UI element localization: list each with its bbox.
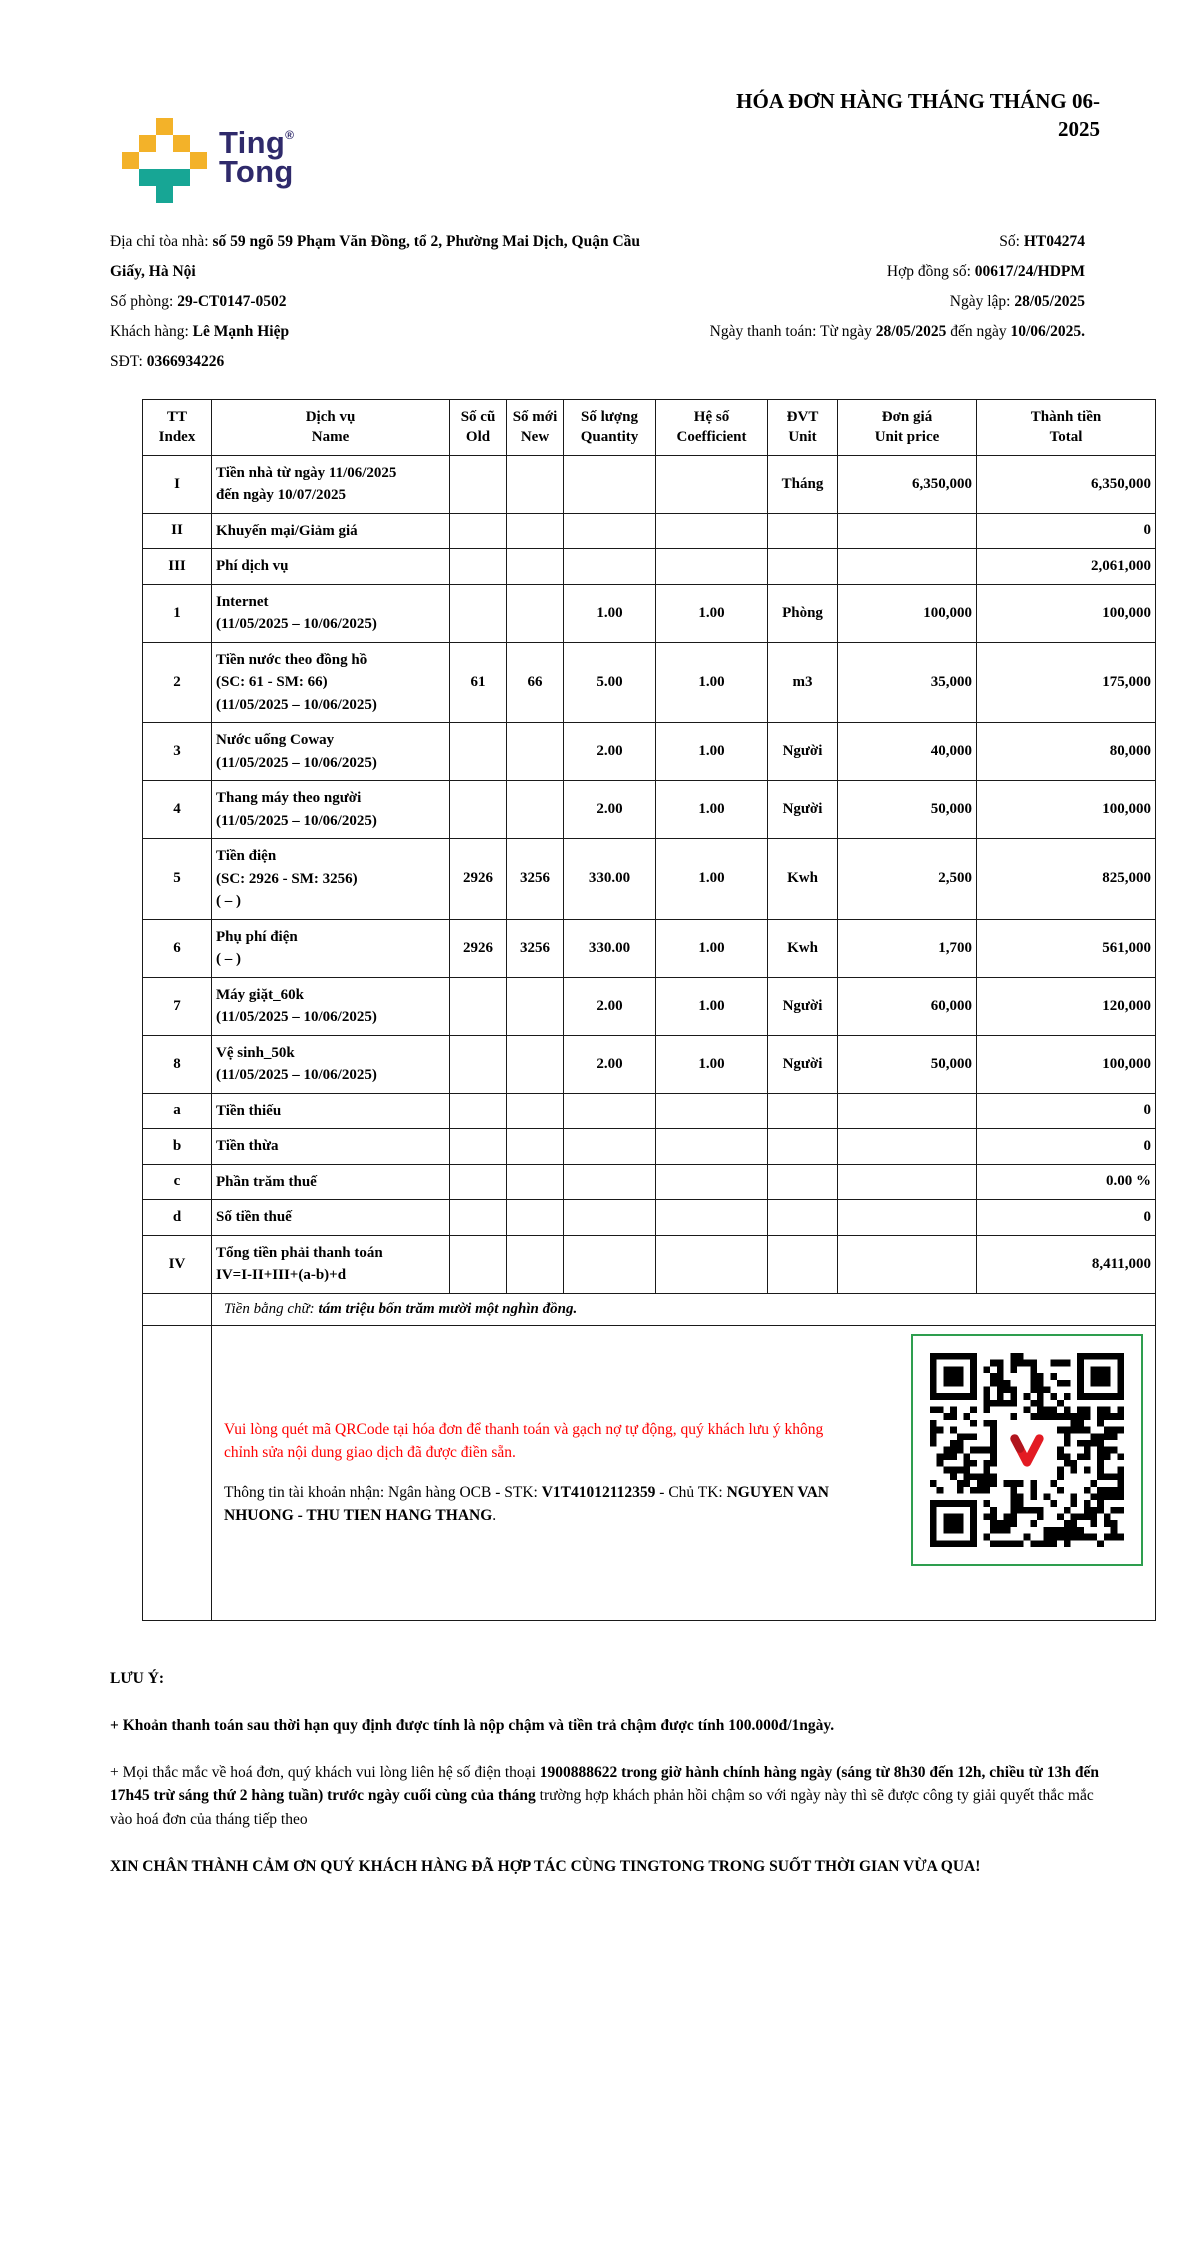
cell-old-reading (450, 1164, 507, 1200)
late-payment-note: + Khoản thanh toán sau thời hạn quy định được tính là nộp chậm và tiền trả chậm được tính 100.000đ/1ngày. (110, 1716, 835, 1734)
cell-quantity (564, 1200, 656, 1236)
table-row (143, 455, 1156, 513)
cell-new-reading (507, 1200, 564, 1236)
cell-total: 0 (977, 1129, 1156, 1165)
cell-service-name: Số tiền thuế (212, 1200, 450, 1236)
cell-unit: m3 (768, 642, 838, 723)
invoice-header (110, 88, 1155, 203)
building-address: Địa chỉ tòa nhà: số 59 ngõ 59 Phạm Văn Đồng, tổ 2, Phường Mai Dịch, Quận Cầu Giấy, Hà Nội (110, 233, 641, 280)
table-row (143, 1164, 1156, 1200)
cell-old-reading: 2926 (450, 919, 507, 977)
table-row (143, 1093, 1156, 1129)
cell-index: II (143, 513, 212, 549)
amount-in-words: Tiền bằng chữ: tám triệu bốn trăm mười một nghìn đồng. (212, 1293, 1156, 1325)
cell-total: 100,000 (977, 584, 1156, 642)
col-header-unit-price: Đơn giá Unit price (838, 400, 977, 456)
cell-service-name: Tiền điện (SC: 2926 - SM: 3256) ( – ) (212, 839, 450, 920)
cell-quantity: 2.00 (564, 1035, 656, 1093)
cell-unit-price (838, 513, 977, 549)
invoice-title-line2: 2025 (1058, 116, 1100, 141)
cell-unit (768, 1164, 838, 1200)
logo-word-tong: Tong (219, 154, 294, 190)
cell-quantity: 1.00 (564, 584, 656, 642)
table-row (143, 977, 1156, 1035)
cell-new-reading (507, 549, 564, 585)
table-row (143, 1200, 1156, 1236)
table-row (143, 1129, 1156, 1165)
cell-coefficient (656, 455, 768, 513)
cell-index: a (143, 1093, 212, 1129)
invoice-title (736, 88, 1100, 143)
tingtong-logo (122, 118, 294, 203)
cell-new-reading (507, 977, 564, 1035)
cell-index: b (143, 1129, 212, 1165)
cell-old-reading (450, 1035, 507, 1093)
table-row (143, 723, 1156, 781)
cell-service-name: Phụ phí điện ( – ) (212, 919, 450, 977)
cell-unit-price: 2,500 (838, 839, 977, 920)
col-header-new: Số mới New (507, 400, 564, 456)
cell-coefficient (656, 1200, 768, 1236)
table-row (143, 1035, 1156, 1093)
cell-unit: Người (768, 723, 838, 781)
cell-index: 6 (143, 919, 212, 977)
table-header-row (143, 400, 1156, 456)
cell-service-name: Tiền nhà từ ngày 11/06/2025 đến ngày 10/07/2025 (212, 455, 450, 513)
cell-unit: Kwh (768, 839, 838, 920)
cell-old-reading (450, 977, 507, 1035)
cell-unit (768, 513, 838, 549)
cell-index: 8 (143, 1035, 212, 1093)
cell-old-reading (450, 584, 507, 642)
table-row (143, 919, 1156, 977)
cell-index: I (143, 455, 212, 513)
cell-index: 3 (143, 723, 212, 781)
cell-quantity (564, 1129, 656, 1165)
cell-unit-price: 50,000 (838, 1035, 977, 1093)
cell-quantity (564, 1164, 656, 1200)
cell-index: c (143, 1164, 212, 1200)
table-row (143, 584, 1156, 642)
cell-index: 2 (143, 642, 212, 723)
qr-center-v-logo-icon (1000, 1423, 1054, 1477)
tingtong-logo-mark (122, 118, 207, 203)
customer-phone: SĐT: 0366934226 (110, 353, 225, 370)
cell-index: 7 (143, 977, 212, 1035)
invoice-meta (110, 227, 1155, 377)
cell-total: 0 (977, 1200, 1156, 1236)
cell-old-reading: 2926 (450, 839, 507, 920)
cell-new-reading (507, 781, 564, 839)
cell-old-reading (450, 549, 507, 585)
cell-coefficient (656, 1164, 768, 1200)
cell-quantity (564, 513, 656, 549)
cell-unit-price (838, 1164, 977, 1200)
cell-unit-price: 6,350,000 (838, 455, 977, 513)
table-row (143, 781, 1156, 839)
cell-total: 561,000 (977, 919, 1156, 977)
invoice-items-table (142, 399, 1156, 1621)
cell-coefficient (656, 1235, 768, 1293)
cell-unit-price: 50,000 (838, 781, 977, 839)
cell-service-name: Tiền thừa (212, 1129, 450, 1165)
cell-old-reading (450, 723, 507, 781)
col-header-service: Dịch vụ Name (212, 400, 450, 456)
cell-new-reading (507, 455, 564, 513)
contract-number: Hợp đồng số: 00617/24/HDPM (886, 263, 1085, 280)
cell-index: 5 (143, 839, 212, 920)
cell-old-reading (450, 513, 507, 549)
cell-coefficient (656, 1093, 768, 1129)
cell-index: 1 (143, 584, 212, 642)
closing-thanks: XIN CHÂN THÀNH CẢM ƠN QUÝ KHÁCH HÀNG ĐÃ HỢP TÁC CÙNG TINGTONG TRONG SUỐT THỜI GIAN VỪA QUA! (110, 1857, 981, 1875)
tingtong-logo-text (219, 125, 295, 203)
payment-period: Ngày thanh toán: Từ ngày 28/05/2025 đến ngày 10/06/2025. (709, 323, 1085, 340)
cell-coefficient: 1.00 (656, 919, 768, 977)
col-header-coefficient: Hệ số Coefficient (656, 400, 768, 456)
cell-quantity: 330.00 (564, 919, 656, 977)
cell-quantity (564, 1093, 656, 1129)
cell-total: 825,000 (977, 839, 1156, 920)
cell-service-name: Tổng tiền phải thanh toán IV=I-II+III+(a-b)+d (212, 1235, 450, 1293)
cell-coefficient (656, 513, 768, 549)
cell-service-name: Khuyến mại/Giảm giá (212, 513, 450, 549)
cell-service-name: Nước uống Coway (11/05/2025 – 10/06/2025) (212, 723, 450, 781)
cell-service-name: Phần trăm thuế (212, 1164, 450, 1200)
cell-quantity: 5.00 (564, 642, 656, 723)
cell-new-reading (507, 513, 564, 549)
cell-service-name: Phí dịch vụ (212, 549, 450, 585)
table-row (143, 839, 1156, 920)
cell-unit: Kwh (768, 919, 838, 977)
cell-unit (768, 1235, 838, 1293)
logo-word-ting: Ting (219, 125, 286, 160)
cell-unit-price (838, 549, 977, 585)
cell-total: 175,000 (977, 642, 1156, 723)
qr-payment-row (143, 1325, 1156, 1620)
invoice-title-line1: HÓA ĐƠN HÀNG THÁNG THÁNG 06- (736, 89, 1100, 113)
hotline-note: + Mọi thắc mắc về hoá đơn, quý khách vui lòng liên hệ số điện thoại 1900888622 trong giờ hành chính hàng ngày (sáng từ 8h30 đến 12h, chiều từ 13h đến 17h45 trừ sáng thứ 2 hàng tuần) trước ngày cuối cùng của tháng trường hợp khách phản hồi chậm so với ngày này thì sẽ được công ty giải quyết thắc mắc vào hoá đơn của tháng tiếp theo (110, 1764, 1099, 1828)
cell-total: 0 (977, 513, 1156, 549)
cell-quantity (564, 549, 656, 585)
cell-new-reading (507, 584, 564, 642)
notes-heading: LƯU Ý: (110, 1669, 165, 1687)
cell-coefficient: 1.00 (656, 1035, 768, 1093)
registered-mark-icon: ® (285, 128, 295, 142)
cell-service-name: Máy giặt_60k (11/05/2025 – 10/06/2025) (212, 977, 450, 1035)
cell-old-reading (450, 455, 507, 513)
cell-index-empty (143, 1325, 212, 1620)
cell-new-reading (507, 1093, 564, 1129)
cell-total: 100,000 (977, 1035, 1156, 1093)
cell-unit: Người (768, 977, 838, 1035)
cell-quantity: 330.00 (564, 839, 656, 920)
qr-code (911, 1334, 1143, 1566)
cell-total: 6,350,000 (977, 455, 1156, 513)
cell-unit (768, 1129, 838, 1165)
cell-unit: Tháng (768, 455, 838, 513)
cell-unit-price: 60,000 (838, 977, 977, 1035)
cell-old-reading (450, 1235, 507, 1293)
cell-new-reading: 3256 (507, 919, 564, 977)
cell-new-reading: 3256 (507, 839, 564, 920)
cell-service-name: Internet (11/05/2025 – 10/06/2025) (212, 584, 450, 642)
cell-total: 100,000 (977, 781, 1156, 839)
cell-new-reading (507, 1235, 564, 1293)
amount-in-words-row (143, 1293, 1156, 1325)
cell-old-reading (450, 1200, 507, 1236)
cell-total: 2,061,000 (977, 549, 1156, 585)
cell-old-reading: 61 (450, 642, 507, 723)
cell-unit-price (838, 1200, 977, 1236)
room-number: Số phòng: 29-CT0147-0502 (110, 293, 287, 310)
cell-unit-price: 40,000 (838, 723, 977, 781)
cell-service-name: Thang máy theo người (11/05/2025 – 10/06/2025) (212, 781, 450, 839)
cell-total: 0 (977, 1093, 1156, 1129)
table-row (143, 642, 1156, 723)
cell-service-name: Vệ sinh_50k (11/05/2025 – 10/06/2025) (212, 1035, 450, 1093)
cell-index: IV (143, 1235, 212, 1293)
qr-instruction-note: Vui lòng quét mã QRCode tại hóa đơn để thanh toán và gạch nợ tự động, quý khách lưu ý không chỉnh sửa nội dung giao dịch đã được điền sẵn. (224, 1421, 824, 1462)
cell-coefficient (656, 1129, 768, 1165)
cell-old-reading (450, 1129, 507, 1165)
cell-coefficient: 1.00 (656, 723, 768, 781)
cell-quantity: 2.00 (564, 723, 656, 781)
table-row (143, 549, 1156, 585)
payment-instructions (224, 1418, 832, 1527)
cell-unit: Phòng (768, 584, 838, 642)
col-header-unit: ĐVT Unit (768, 400, 838, 456)
cell-index: 4 (143, 781, 212, 839)
cell-new-reading (507, 1164, 564, 1200)
issue-date: Ngày lập: 28/05/2025 (949, 293, 1085, 310)
cell-total: 8,411,000 (977, 1235, 1156, 1293)
cell-coefficient (656, 549, 768, 585)
cell-unit-price (838, 1235, 977, 1293)
col-header-quantity: Số lượng Quantity (564, 400, 656, 456)
cell-coefficient: 1.00 (656, 839, 768, 920)
invoice-meta-right (710, 227, 1085, 377)
cell-new-reading (507, 1129, 564, 1165)
cell-quantity: 2.00 (564, 977, 656, 1035)
cell-unit-price: 35,000 (838, 642, 977, 723)
cell-quantity (564, 1235, 656, 1293)
cell-quantity (564, 455, 656, 513)
cell-unit: Người (768, 781, 838, 839)
col-header-old: Số cũ Old (450, 400, 507, 456)
cell-coefficient: 1.00 (656, 642, 768, 723)
table-row (143, 513, 1156, 549)
cell-old-reading (450, 1093, 507, 1129)
cell-index-empty (143, 1293, 212, 1325)
cell-quantity: 2.00 (564, 781, 656, 839)
cell-unit-price: 100,000 (838, 584, 977, 642)
cell-coefficient: 1.00 (656, 584, 768, 642)
invoice-number: Số: HT04274 (999, 233, 1085, 250)
cell-unit (768, 1200, 838, 1236)
cell-service-name: Tiền nước theo đồng hồ (SC: 61 - SM: 66) (11/05/2025 – 10/06/2025) (212, 642, 450, 723)
col-header-total: Thành tiền Total (977, 400, 1156, 456)
cell-old-reading (450, 781, 507, 839)
table-row (143, 1235, 1156, 1293)
cell-service-name: Tiền thiếu (212, 1093, 450, 1129)
col-header-index: TT Index (143, 400, 212, 456)
cell-coefficient: 1.00 (656, 977, 768, 1035)
cell-total: 80,000 (977, 723, 1156, 781)
cell-new-reading (507, 1035, 564, 1093)
invoice-footer-notes (110, 1667, 1112, 1879)
cell-coefficient: 1.00 (656, 781, 768, 839)
cell-unit (768, 549, 838, 585)
receiving-account-info: Thông tin tài khoản nhận: Ngân hàng OCB - STK: V1T41012112359 - Chủ TK: NGUYEN VAN NHUONG - THU TIEN HANG THANG. (224, 1483, 829, 1524)
customer-name: Khách hàng: Lê Mạnh Hiệp (110, 323, 290, 340)
cell-total: 0.00 % (977, 1164, 1156, 1200)
cell-unit: Người (768, 1035, 838, 1093)
cell-new-reading: 66 (507, 642, 564, 723)
cell-new-reading (507, 723, 564, 781)
cell-index: d (143, 1200, 212, 1236)
invoice-meta-left (110, 227, 658, 377)
cell-unit-price: 1,700 (838, 919, 977, 977)
cell-unit-price (838, 1093, 977, 1129)
cell-unit-price (838, 1129, 977, 1165)
cell-unit (768, 1093, 838, 1129)
cell-total: 120,000 (977, 977, 1156, 1035)
cell-index: III (143, 549, 212, 585)
